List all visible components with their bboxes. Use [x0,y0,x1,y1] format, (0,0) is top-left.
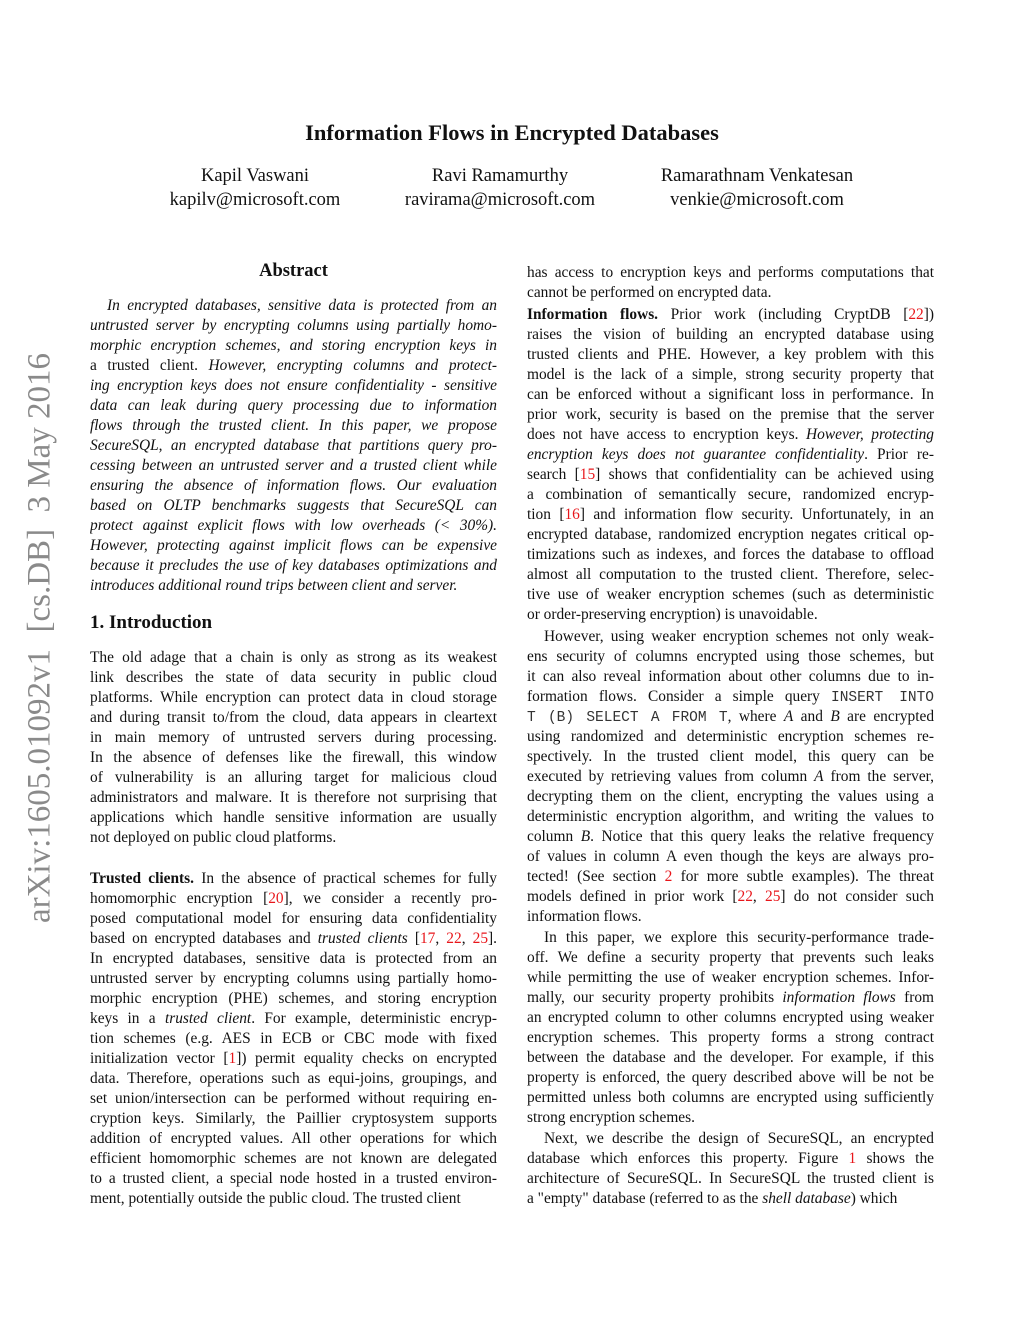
text-segment: not deployed on public cloud platforms. [90,829,337,846]
text-segment: A [783,708,794,725]
text-line [527,1169,934,1189]
text-segment: using randomized and deterministic encryption schemes re- [527,728,934,745]
text-line [90,1109,497,1129]
text-segment: . Prior re- [864,446,934,463]
text-segment: link describes the state of data security in public cloud [90,669,497,686]
text-segment: almost all computation to the trusted client. Therefore, selec- [527,566,934,583]
text-line [527,1028,934,1048]
text-segment: morphic encryption schemes, and storing encryption keys in [90,337,497,354]
text-segment: encryption keys does not guarantee confidentiality [527,446,865,463]
text-line [527,1108,934,1128]
text-segment: deterministic encryption algorithm, and writing the values to [527,808,934,825]
text-line [90,668,497,688]
text-line [90,989,497,1009]
text-segment: . Notice that this query leaks the relative frequency [590,828,934,845]
this-paper-paragraph [527,928,934,1128]
text-line [527,847,934,867]
text-segment: a trusted client. [90,357,198,374]
text-line [90,869,497,889]
text-segment: between the database and the developer. For example, if this [527,1049,934,1066]
text-segment: based on encrypted databases and [90,930,318,947]
text-segment: In encrypted databases, sensitive data is protected from an [90,950,497,967]
text-line [90,556,497,576]
text-line [90,296,497,316]
text-segment: does not have access to encryption keys. [527,426,807,443]
information-flows-paragraph [527,305,934,625]
text-segment: shell database [762,1190,851,1207]
text-segment: encryption schemes. This property forms a strong contract [527,1029,934,1046]
text-line [527,687,934,707]
weaker-encryption-paragraph [527,627,934,927]
text-line [527,968,934,988]
text-segment: B [830,708,840,725]
text-segment: SecureSQL, an encrypted database that partitions query pro- [90,437,497,454]
text-segment: flows through the trusted client. In this paper, we propose [90,417,497,434]
text-line [527,948,934,968]
text-segment: a combination of semantically secure, randomized encryp- [527,486,934,503]
text-line [90,949,497,969]
text-line [527,827,934,847]
text-line [90,436,497,456]
text-line [527,887,934,907]
text-line [90,416,497,436]
text-segment: for more subtle examples). The threat [672,868,934,885]
citation-link[interactable]: 1 [848,1150,857,1167]
text-segment: ing encryption keys does not ensure confidentiality - sensitive [90,377,497,394]
text-line [90,536,497,556]
text-segment: However, protecting [806,426,934,443]
text-segment: property is enforced, the query described above will be not be [527,1069,934,1086]
text-segment: of values in column A even though the keys are always pro- [527,848,934,865]
trusted-clients-paragraph [90,869,497,1209]
text-line [527,667,934,687]
text-segment: shows the [856,1150,934,1167]
citation-link[interactable]: 16 [564,506,580,523]
text-segment: ) which [850,1190,898,1207]
text-line [527,485,934,505]
author-name: Ravi Ramamurthy [431,166,569,186]
text-segment: can be enforced without a significant loss in performance. In [527,386,934,403]
citation-link[interactable]: 15 [579,466,596,483]
text-line [527,707,934,727]
text-segment: In this paper, we explore this security-performance trade- [544,929,934,946]
text-segment: However, using weaker encryption schemes not only weak- [544,628,934,645]
text-line [90,1129,497,1149]
text-segment: to a trusted client, a special node hosted in a trusted environ- [90,1170,497,1187]
text-segment: tion schemes (e.g. AES in ECB or CBC mode with fixed [90,1030,497,1047]
text-segment: tive use of weaker encryption schemes (such as deterministic [527,586,934,603]
text-segment: keys in a [90,1010,165,1027]
text-segment: ensuring the absence of information flows. Our evaluation [90,477,497,494]
author-2 [370,164,630,212]
text-segment: tion [ [527,506,565,523]
text-segment: However, protecting against implicit flows can be expensive [90,537,497,554]
text-line [527,385,934,405]
text-segment: trusted client [164,1010,252,1027]
text-line [527,1008,934,1028]
text-segment: raises the vision of building an encrypted database using [527,326,934,343]
text-line [90,889,497,909]
text-line [90,1009,497,1029]
text-line [90,648,497,668]
text-line [527,365,934,385]
author-email: venkie@microsoft.com [670,190,844,210]
text-segment: untrusted server by encrypting columns using partially homo- [90,970,497,987]
text-segment: spectively. In the trusted client model, this query can be [527,748,934,765]
text-line [90,1149,497,1169]
text-segment: . For example, deterministic encryp- [251,1010,497,1027]
text-line [527,867,934,887]
text-line [90,1169,497,1189]
text-line [90,356,497,376]
text-segment: untrusted server by encrypting columns using partially homo- [90,317,497,334]
text-line [527,305,934,325]
text-line [90,456,497,476]
text-line [527,465,934,485]
text-line [90,708,497,728]
citation-link[interactable]: 2 [664,868,673,885]
text-segment: cessing between an untrusted server and a trusted client while [90,457,497,474]
text-segment: or order-preserving encryption) is unavoidable. [527,606,818,623]
text-segment: has access to encryption keys and performs computations that [527,264,934,281]
text-line [527,505,934,525]
text-segment: However, encrypting columns and protect- [197,357,497,374]
continued-paragraph [527,263,934,303]
text-segment: data can leak during query processing due to information [90,397,497,414]
text-segment: it can also reveal information about other columns due to in- [527,668,934,685]
intro-paragraph [90,648,497,848]
text-line [527,1189,934,1209]
text-segment: while permitting the use of weaker encryption schemes. Infor- [527,969,934,986]
text-line [527,1048,934,1068]
citation-link[interactable]: 20 [268,890,284,907]
text-line [90,1049,497,1069]
citation-link[interactable]: 22 [908,306,924,323]
text-line [90,929,497,949]
text-line [527,727,934,747]
text-segment: trusted clients [317,930,408,947]
text-segment: The old adage that a chain is only as strong as its weakest [90,649,497,666]
text-segment: A [814,768,824,785]
text-line [527,283,934,303]
abstract-paragraph [90,296,497,596]
text-line [90,496,497,516]
text-segment: In the absence of defenses like the firewall, this window [90,749,497,766]
text-segment: addition of encrypted values. All other operations for which [90,1130,497,1147]
text-segment: decrypting them on the client, encrypting the values using a [527,788,934,805]
text-line [90,1189,497,1209]
text-line [90,728,497,748]
text-segment: architecture of SecureSQL. In SecureSQL the trusted client is [527,1170,934,1187]
text-line [527,627,934,647]
text-line [527,585,934,605]
text-line [527,445,934,465]
text-line [90,748,497,768]
arxiv-stamp: arXiv:1605.01092v1 [cs.DB] 3 May 2016 [21,352,58,924]
text-segment: platforms. While encryption can protect data in cloud storage [90,689,497,706]
text-segment: , [752,888,766,905]
citation-link[interactable]: 17 [419,930,436,947]
text-line [527,263,934,283]
text-line [527,988,934,1008]
text-line [527,1149,934,1169]
text-line [90,788,497,808]
text-line [90,1089,497,1109]
text-segment: initialization vector [ [90,1050,229,1067]
author-email: kapilv@microsoft.com [169,190,341,210]
text-segment: , where [727,708,784,725]
text-segment: , [461,930,473,947]
text-segment: database which enforces this property. Figure [527,1150,849,1167]
text-segment: protect against explicit flows with low overheads (< 30%). [90,517,497,534]
author-1 [125,164,385,212]
text-segment: timizations such as indexes, and forces the database to offload [527,546,934,563]
text-line [90,336,497,356]
text-segment: applications which handle sensitive information are usually [90,809,497,826]
securesql-paragraph [527,1129,934,1209]
abstract-heading: Abstract [259,261,328,281]
text-segment: ] do not consider such [780,888,934,905]
text-segment: B [580,828,591,845]
text-line [90,476,497,496]
text-line [90,1069,497,1089]
text-segment: In encrypted databases, sensitive data is protected from an [107,297,497,314]
text-segment: of vulnerability is an alluring target for malicious cloud [90,769,497,786]
text-segment: , [435,930,447,947]
text-segment: cryption keys. Similarly, the Paillier cryptosystem supports [90,1110,497,1127]
text-segment: based on OLTP benchmarks suggests that SecureSQL can [90,497,497,514]
author-email: ravirama@microsoft.com [404,190,596,210]
text-line [527,405,934,425]
text-line [90,376,497,396]
text-line [527,747,934,767]
text-segment: search [ [527,466,580,483]
text-segment: homomorphic encryption [ [90,890,269,907]
citation-link[interactable]: 1 [228,1050,237,1067]
text-segment: ]) permit equality checks on encrypted [236,1050,497,1067]
text-line [527,1068,934,1088]
section-heading-introduction: 1. Introduction [90,612,213,633]
text-segment: from the server, [823,768,934,785]
text-segment: administrators and malware. It is therefore not surprising that [90,789,497,806]
citation-link[interactable]: 22 [446,930,462,947]
text-segment: In the absence of practical schemes for fully [193,870,497,887]
text-segment: introduces additional round trips between client and server. [90,577,458,594]
text-segment: ment, potentially outside the public cloud. The trusted client [90,1190,461,1207]
text-segment: an encrypted column to other columns encrypted using weaker [527,1009,934,1026]
text-line [90,969,497,989]
text-segment: ] and information flow security. Unfortunately, in an [579,506,934,523]
text-segment: set union/intersection can be performed without requiring en- [90,1090,497,1107]
text-segment: [ [407,930,420,947]
text-line [527,647,934,667]
text-segment: cannot be performed on encrypted data. [527,284,772,301]
text-segment: a "empty" database (referred to as the [527,1190,763,1207]
text-segment: off. We define a security property that prevents such leaks [527,949,934,966]
text-segment: trusted clients and PHE. However, a key problem with this [527,346,934,363]
text-segment: model is the lack of a simple, strong security property that [527,366,934,383]
text-segment: ens security of columns encrypted using those schemes, but [527,648,934,665]
citation-link[interactable]: 22 [737,888,753,905]
text-segment: efficient homomorphic schemes are not known are delegated [90,1150,497,1167]
text-segment: from [895,989,934,1006]
text-line [527,1088,934,1108]
run-in-heading: Trusted clients. [90,870,194,887]
text-segment: executed by retrieving values from column [527,768,815,785]
text-segment: ], we consider a recently pro- [283,890,497,907]
code-text: T (B) SELECT A FROM T [527,710,728,726]
text-line [527,345,934,365]
text-segment: formation flows. Consider a simple query [527,688,831,705]
text-line [90,808,497,828]
text-segment: mally, our security property prohibits [527,989,783,1006]
author-3 [627,164,887,212]
text-segment: in main memory of untrusted servers during processing. [90,729,497,746]
text-line [527,787,934,807]
text-line [90,1029,497,1049]
text-segment: information flows. [527,908,642,925]
text-segment: and during transit to/from the cloud, data appears in cleartext [90,709,497,726]
text-segment: encrypted database, randomized encryption negates critical op- [527,526,934,543]
text-line [527,525,934,545]
text-line [90,768,497,788]
text-segment: Prior work (including CryptDB [ [658,306,909,323]
text-segment: prior work, security is based on the premise that the server [527,406,934,423]
text-line [90,516,497,536]
text-segment: are encrypted [839,708,934,725]
text-segment: ] shows that confidentiality can be achieved using [595,466,934,483]
paper-title: Information Flows in Encrypted Databases [305,120,719,145]
text-segment: models defined in prior work [ [527,888,738,905]
text-segment: posed computational model for ensuring data confidentiality [90,910,497,927]
citation-link[interactable]: 25 [472,930,489,947]
author-name: Ramarathnam Venkatesan [660,166,854,186]
text-line [90,396,497,416]
text-line [527,565,934,585]
text-segment: ]) [923,306,934,323]
text-line [90,576,497,596]
text-line [527,767,934,787]
text-line [527,807,934,827]
text-line [90,828,497,848]
text-line [90,688,497,708]
code-text: INSERT INTO [831,690,934,706]
text-line [527,325,934,345]
text-segment: and [793,708,831,725]
text-segment: column [527,828,581,845]
text-segment: because it precludes the use of key databases optimizations and [90,557,497,574]
text-line [90,316,497,336]
text-line [527,1129,934,1149]
author-name: Kapil Vaswani [200,166,310,186]
text-segment: ]. [488,930,497,947]
run-in-heading: Information flows. [527,306,659,323]
text-line [527,425,934,445]
text-segment: data. Therefore, operations such as equi-joins, groupings, and [90,1070,497,1087]
text-line [527,605,934,625]
text-segment: strong encryption schemes. [527,1109,695,1126]
text-line [527,545,934,565]
text-segment: permitted unless both columns are encrypted using sufficiently [527,1089,934,1106]
text-segment: information flows [782,989,896,1006]
text-segment: morphic encryption (PHE) schemes, and storing encryption [90,990,497,1007]
text-segment: Next, we describe the design of SecureSQL, an encrypted [544,1130,934,1147]
text-segment: tected! (See section [527,868,665,885]
text-line [527,928,934,948]
text-line [90,909,497,929]
citation-link[interactable]: 25 [765,888,781,905]
text-line [527,907,934,927]
